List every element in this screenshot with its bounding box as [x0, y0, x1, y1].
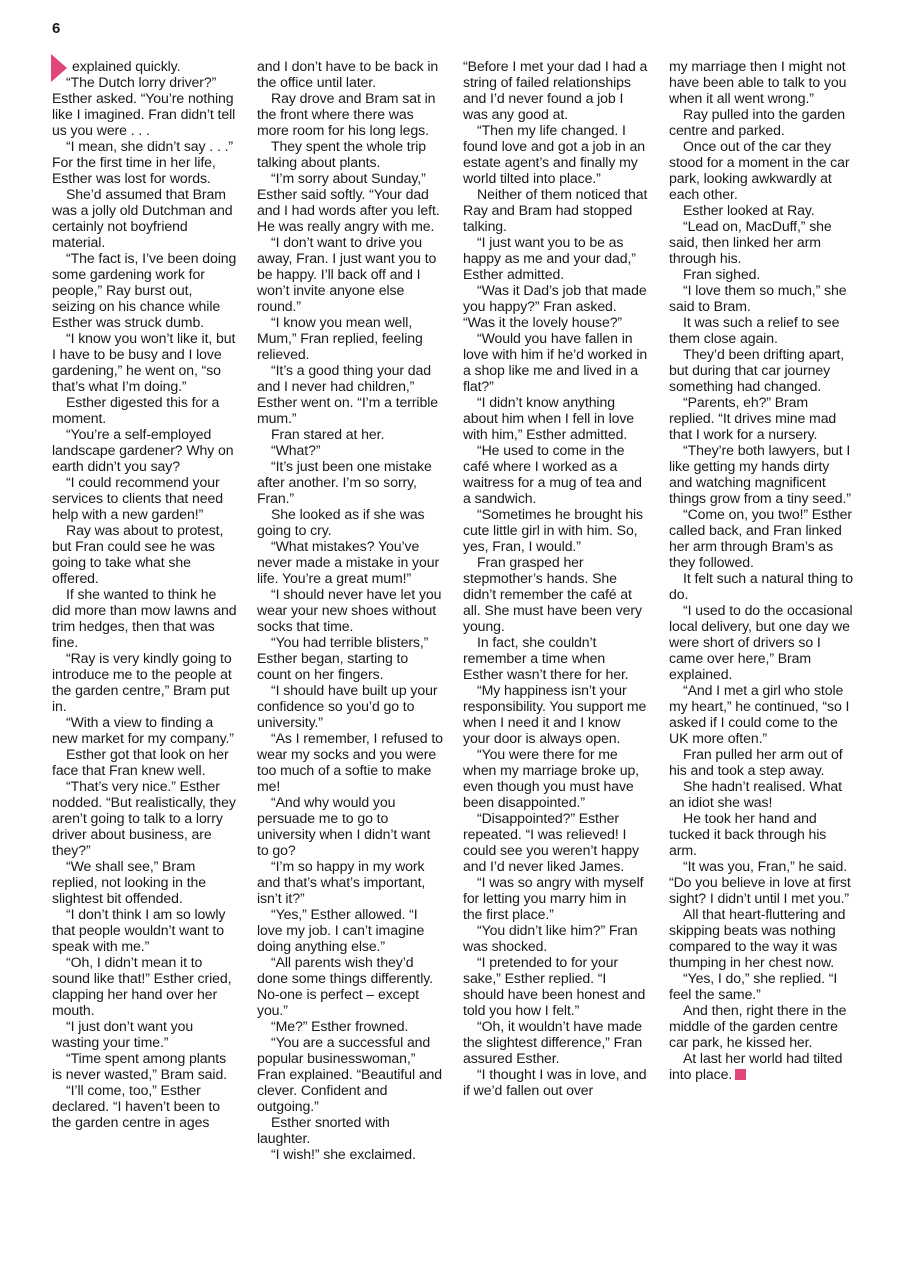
paragraph: She hadn’t realised. What an idiot she was!: [669, 778, 842, 810]
paragraph: “My happiness isn’t your responsibility. You support me when I need it and I know your door is always open.: [463, 682, 647, 746]
paragraph: “I’m sorry about Sunday,” Esther said softly. “Your dad and I had words after you left. He was really angry with me.: [257, 170, 440, 234]
text-column-3: [463, 58, 649, 1098]
paragraph: “They’re both lawyers, but I like getting my hands dirty and watching magnificent things grow from a tiny seed.”: [669, 442, 851, 506]
paragraph: “What mistakes? You’ve never made a mistake in your life. You’re a great mum!”: [257, 538, 440, 586]
paragraph: “Oh, I didn’t mean it to sound like that!” Esther cried, clapping her hand over her mouth.: [52, 954, 232, 1018]
paragraph: “You’re a self-employed landscape gardener? Why on earth didn’t you say?: [52, 426, 234, 474]
paragraph: And then, right there in the middle of the garden centre car park, he kissed her.: [669, 1002, 847, 1050]
paragraph: “Was it Dad’s job that made you happy?” Fran asked. “Was it the lovely house?”: [463, 282, 647, 330]
paragraph: “I just don’t want you wasting your time.”: [52, 1018, 194, 1050]
paragraph: “Yes, I do,” she replied. “I feel the same.”: [669, 970, 838, 1002]
paragraph: “What?”: [271, 442, 321, 458]
paragraph: They’d been drifting apart, but during that car journey something had changed.: [669, 346, 845, 394]
paragraph: “That’s very nice.” Esther nodded. “But realistically, they aren’t going to talk to a lorry driver about business, are they?”: [52, 778, 236, 858]
paragraph: “I wish!” she exclaimed.: [271, 1146, 416, 1162]
paragraph: Fran sighed.: [683, 266, 761, 282]
paragraph: “With a view to finding a new market for my company.”: [52, 714, 234, 746]
paragraph: “I mean, she didn’t say . . .” For the first time in her life, Esther was lost for words.: [52, 138, 233, 186]
paragraph: “Would you have fallen in love with him if he’d worked in a shop like me and lived in a flat?”: [463, 330, 648, 394]
paragraph: It was such a relief to see them close again.: [669, 314, 840, 346]
paragraph: She’d assumed that Bram was a jolly old Dutchman and certainly not boyfriend material.: [52, 186, 233, 250]
paragraph: “Me?” Esther frowned.: [271, 1018, 409, 1034]
paragraph: “Lead on, MacDuff,” she said, then linked her arm through his.: [669, 218, 832, 266]
paragraph: Esther digested this for a moment.: [52, 394, 220, 426]
paragraph: “The Dutch lorry driver?” Esther asked. “You’re nothing like I imagined. Fran didn’t tell us you were . . .: [52, 74, 236, 138]
paragraph: “You didn’t like him?” Fran was shocked.: [463, 922, 638, 954]
paragraph: “The fact is, I’ve been doing some gardening work for people,” Ray burst out, seizing on his chance while Esther was struck dumb.: [52, 250, 237, 330]
paragraph: Fran stared at her.: [271, 426, 385, 442]
paragraph: “We shall see,” Bram replied, not looking in the slightest bit offended.: [52, 858, 207, 906]
paragraph: In fact, she couldn’t remember a time when Esther wasn’t there for her.: [463, 634, 629, 682]
paragraph: “I should have built up your confidence so you’d go to university.”: [257, 682, 438, 730]
paragraph: “You were there for me when my marriage broke up, even though you must have been disappointed.”: [463, 746, 640, 810]
paragraph: “I don’t think I am so lowly that people wouldn’t want to speak with me.”: [52, 906, 226, 954]
paragraph: “Time spent among plants is never wasted,” Bram said.: [52, 1050, 228, 1082]
paragraph: Ray drove and Bram sat in the front where there was more room for his long legs.: [257, 90, 436, 138]
paragraph: “I didn’t know anything about him when I fell in love with him,” Esther admitted.: [463, 394, 635, 442]
paragraph: “I was so angry with myself for letting you marry him in the first place.”: [463, 874, 644, 922]
paragraph: Esther got that look on her face that Fran knew well.: [52, 746, 229, 778]
paragraph: “As I remember, I refused to wear my socks and you were too much of a softie to make me!: [257, 730, 443, 794]
text-column-2: [257, 58, 443, 1162]
paragraph: “I’m so happy in my work and that’s what’s important, isn’t it?”: [257, 858, 426, 906]
paragraph: “I don’t want to drive you away, Fran. I just want you to be happy. I’ll back off and I won’t invite anyone else round.”: [257, 234, 437, 314]
paragraph: They spent the whole trip talking about plants.: [257, 138, 426, 170]
paragraph: “Oh, it wouldn’t have made the slightest difference,” Fran assured Esther.: [463, 1018, 643, 1066]
paragraph: Neither of them noticed that Ray and Bram had stopped talking.: [463, 186, 648, 234]
paragraph: “And I met a girl who stole my heart,” he continued, “so I asked if I could come to the UK more often.”: [669, 682, 850, 746]
paragraph: “I know you mean well, Mum,” Fran replied, feeling relieved.: [257, 314, 423, 362]
paragraph: “I’ll come, too,” Esther declared. “I haven’t been to the garden centre in ages: [52, 1082, 221, 1130]
paragraph: “I love them so much,” she said to Bram.: [669, 282, 847, 314]
paragraph: my marriage then I might not have been able to talk to you when it all went wrong.”: [669, 58, 847, 106]
paragraph: He took her hand and tucked it back through his arm.: [669, 810, 827, 858]
paragraph: Ray pulled into the garden centre and parked.: [669, 106, 845, 138]
paragraph: “I thought I was in love, and if we’d fallen out over: [463, 1066, 647, 1098]
paragraph: Ray was about to protest, but Fran could see he was going to take what she offered.: [52, 522, 224, 586]
paragraph: Fran grasped her stepmother’s hands. She didn’t remember the café at all. She must have been very young.: [463, 554, 642, 634]
paragraph: “It’s just been one mistake after another. I’m so sorry, Fran.”: [257, 458, 432, 506]
paragraph: “Yes,” Esther allowed. “I love my job. I can’t imagine doing anything else.”: [257, 906, 425, 954]
paragraph: “Before I met your dad I had a string of failed relationships and I’d never found a job I was any good at.: [463, 58, 648, 122]
paragraph: “It was you, Fran,” he said. “Do you believe in love at first sight? I didn’t until I met you.”: [669, 858, 851, 906]
paragraph: “You had terrible blisters,” Esther began, starting to count on her fingers.: [257, 634, 429, 682]
paragraph: “And why would you persuade me to go to university when I didn’t want to go?: [257, 794, 431, 858]
paragraph: “I know you won’t like it, but I have to be busy and I love gardening,” he went on, “so that’s what I’m doing.”: [52, 330, 236, 394]
page-number: 6: [52, 20, 61, 37]
paragraph: “Ray is very kindly going to introduce me to the people at the garden centre,” Bram put in.: [52, 650, 232, 714]
paragraph: “You are a successful and popular businesswoman,” Fran explained. “Beautiful and clever. Confident and outgoing.”: [257, 1034, 443, 1114]
paragraph: “I should never have let you wear your new shoes without socks that time.: [257, 586, 442, 634]
paragraph: If she wanted to think he did more than mow lawns and trim hedges, then that was fine.: [52, 586, 237, 650]
paragraph: Esther looked at Ray.: [683, 202, 815, 218]
paragraph: Fran pulled her arm out of his and took a step away.: [669, 746, 843, 778]
paragraph: “I pretended to for your sake,” Esther replied. “I should have been honest and told you how I felt.”: [463, 954, 646, 1018]
paragraph: “Then my life changed. I found love and got a job in an estate agent’s and finally my world tilted into place.”: [463, 122, 645, 186]
text-column-4: [669, 58, 855, 1082]
paragraph: explained quickly.: [72, 58, 181, 74]
paragraph: It felt such a natural thing to do.: [669, 570, 854, 602]
paragraph: “Disappointed?” Esther repeated. “I was relieved! I could see you weren’t happy and I’d never liked James.: [463, 810, 639, 874]
story-end-mark: [735, 1069, 746, 1080]
paragraph: and I don’t have to be back in the office until later.: [257, 58, 439, 90]
paragraph: Once out of the car they stood for a moment in the car park, looking awkwardly at each other.: [669, 138, 850, 202]
paragraph: Esther snorted with laughter.: [257, 1114, 390, 1146]
paragraph: “Come on, you two!” Esther called back, and Fran linked her arm through Bram’s as they followed.: [669, 506, 852, 570]
paragraph: “Sometimes he brought his cute little girl in with him. So, yes, Fran, I would.”: [463, 506, 643, 554]
paragraph: “I could recommend your services to clients that need help with a new garden!”: [52, 474, 224, 522]
paragraph: “All parents wish they’d done some things differently. No-one is perfect – except you.”: [257, 954, 433, 1018]
paragraph: “He used to come in the café where I worked as a waitress for a mug of tea and a sandwich.: [463, 442, 642, 506]
paragraph: “I just want you to be as happy as me and your dad,” Esther admitted.: [463, 234, 636, 282]
paragraph: All that heart-fluttering and skipping beats was nothing compared to the way it was thumping in her chest now.: [669, 906, 846, 970]
paragraph: “It’s a good thing your dad and I never had children,” Esther went on. “I’m a terrible mum.”: [257, 362, 438, 426]
paragraph: “I used to do the occasional local delivery, but one day we were short of drivers so I came over here,” Bram explained.: [669, 602, 853, 682]
paragraph: At last her world had tilted into place.: [669, 1050, 843, 1082]
paragraph: “Parents, eh?” Bram replied. “It drives mine mad that I work for a nursery.: [669, 394, 837, 442]
text-column-1: [52, 58, 238, 1130]
paragraph: She looked as if she was going to cry.: [257, 506, 425, 538]
